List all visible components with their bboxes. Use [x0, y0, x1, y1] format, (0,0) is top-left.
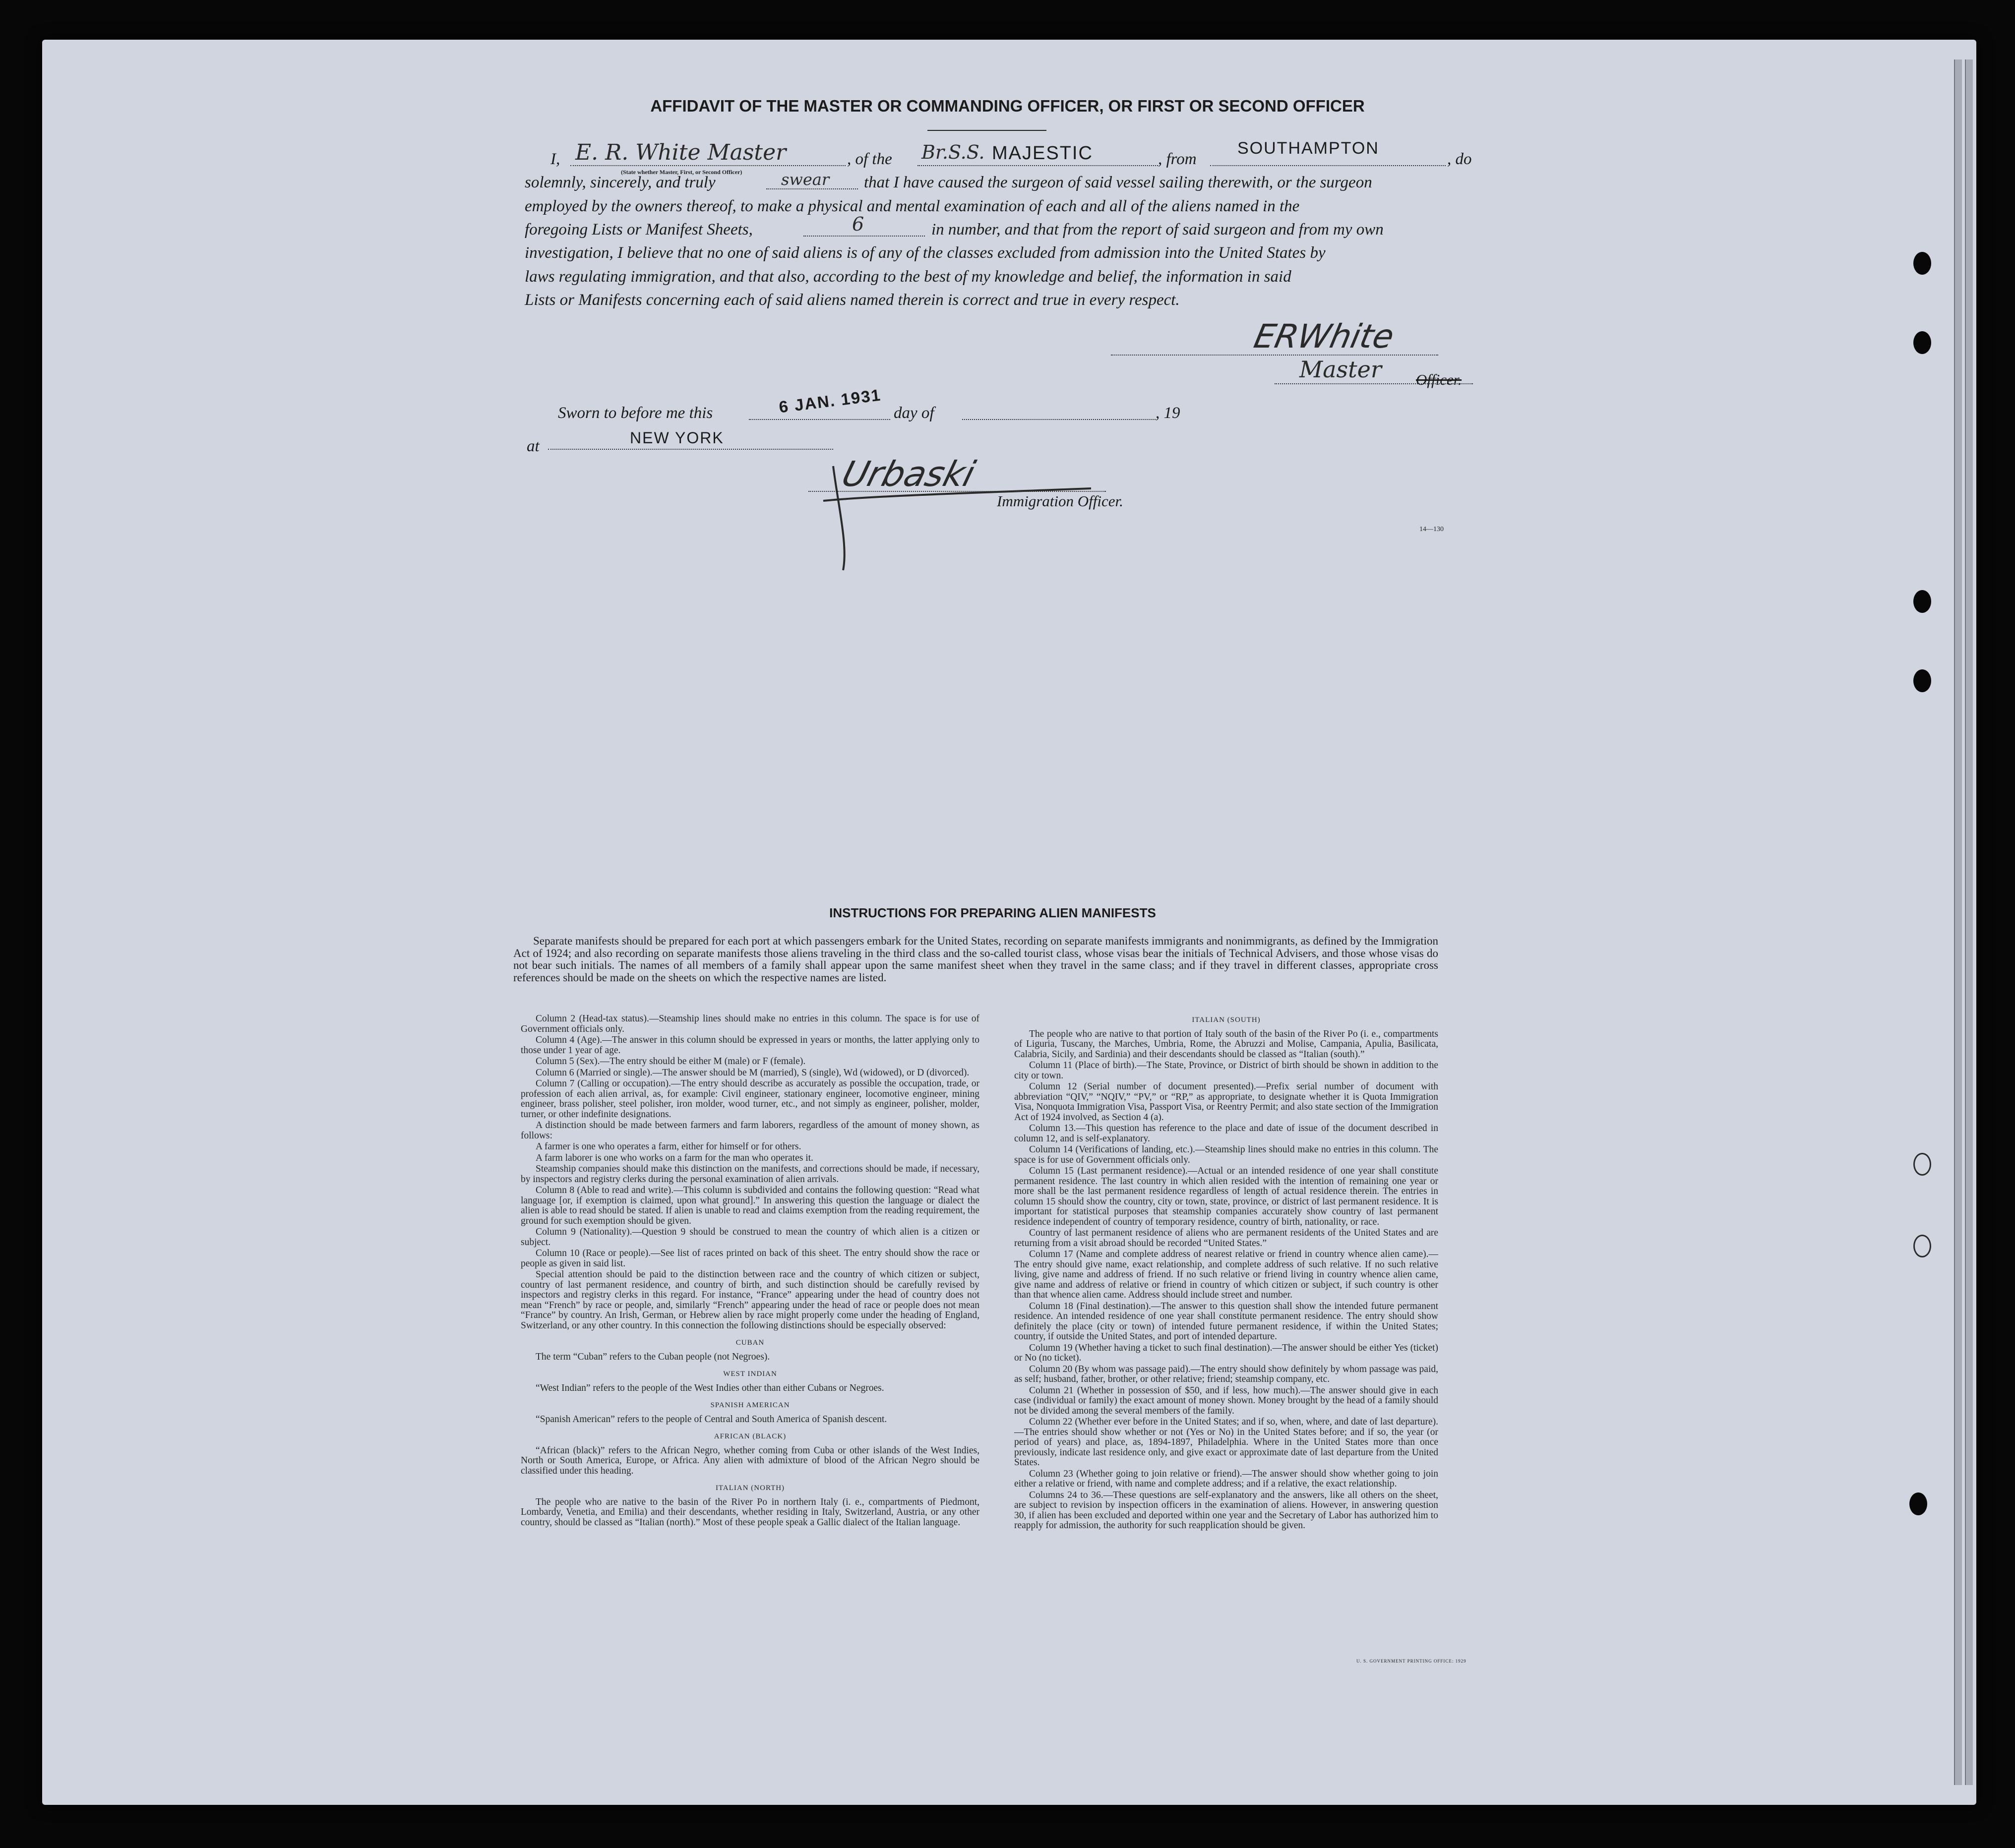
instruction-paragraph: Column 15 (Last permanent residence).—Actual or an intended residence of one year shall constitute permanent residence. The last country in which alien resided with the intention of remaining one year or more shall be the last permanent residence regardless of length of actual residence therein. The entries in column 15 should show the country, city or town, state, province, or district of last permanent residence. It is important for statistical purposes that steamship companies accurately show country of last permanent residence independent of country of temporary residence, country of birth, nationality, or race.: [1014, 1166, 1438, 1227]
instruction-paragraph: Column 9 (Nationality).—Question 9 should be construed to mean the country of which alien is a citizen or subject.: [521, 1227, 979, 1248]
officer-line: [808, 491, 1106, 492]
affidavit-line-4a: foregoing Lists or Manifest Sheets,: [525, 221, 753, 238]
sworn-date-stamp: 6 JAN. 1931: [778, 385, 882, 417]
instruction-paragraph: Column 5 (Sex).—The entry should be either M (male) or F (female).: [536, 1056, 806, 1067]
page-edge: [1954, 60, 1962, 1785]
page-edge: [1965, 60, 1973, 1785]
vessel-prefix-handwritten: Br.S.S.: [921, 141, 985, 163]
signature-flourish: [813, 446, 1121, 575]
officer-title: Immigration Officer.: [997, 492, 1123, 510]
sheets-count-handwritten: 6: [852, 213, 864, 235]
instruction-paragraph: Column 13.—This question has reference to the place and date of issue of the document described in column 12, and is self-explanatory.: [1014, 1123, 1438, 1144]
instruction-paragraph: Column 14 (Verifications of landing, etc.).—Steamship lines should make no entries in this column. The space is for use of Government officials only.: [1014, 1144, 1438, 1165]
affidavit-line-2a: solemnly, sincerely, and truly: [525, 174, 716, 191]
instruction-paragraph: Column 22 (Whether ever before in the United States; and if so, when, where, and date of last departure).—The entries should show whether or not (Yes or No) in the United States before; and if so, the year (or period of years) and place, as, 1894-1897, Philadelphia. Where in the United States more than once previously, indicate last residence only, and give exact or approximate date of last departure from the United States.: [1014, 1417, 1438, 1468]
section-heading-african: AFRICAN (BLACK): [714, 1432, 787, 1440]
immigration-officer-signature: Urbaski: [838, 454, 979, 494]
instruction-paragraph: Column 19 (Whether having a ticket to such final destination).—The answer should be either Yes (ticket) or No (no ticket).: [1014, 1342, 1438, 1363]
instruction-paragraph: The people who are native to that portion of Italy south of the basin of the River Po (i. e., compartments of Liguria, Tuscany, the Marches, Umbria, Rome, the Abruzzi and Molise, Campania, Apulia, Basilicata, Calabria, Sicily, and Sardinia) and their descendants should be classed as “Italian (south).”: [1014, 1028, 1438, 1060]
binder-hole: [1913, 669, 1931, 692]
form-number: 14—130: [1419, 526, 1444, 533]
instruction-paragraph: “Spanish American” refers to the people of Central and South America of Spanish descent.: [536, 1414, 887, 1425]
instruction-paragraph: Column 6 (Married or single).—The answer should be M (married), S (single), Wd (widowed), or D (divorced).: [536, 1067, 970, 1078]
of-the-label: , of the: [847, 150, 892, 168]
instruction-paragraph: Column 10 (Race or people).—See list of races printed on back of this sheet. The entry should show the race or people as given in said list.: [521, 1248, 979, 1269]
swear-handwritten: swear: [781, 170, 830, 189]
binder-hole: [1913, 331, 1931, 354]
affidavit-line-7: Lists or Manifests concerning each of said aliens named therein is correct and true in every respect.: [525, 291, 1180, 309]
instruction-paragraph: Column 21 (Whether in possession of $50, and if less, how much).—The answer should give in each case (individual or family) the exact amount of money shown. Money brought by the head of a family should not be divided among the several members of the family.: [1014, 1385, 1438, 1416]
name-line: [570, 165, 846, 166]
instructions-left-column: [521, 1014, 979, 1529]
prefix-i: I,: [550, 150, 560, 168]
instruction-paragraph: Column 23 (Whether going to join relative or friend).—The answer should show whether going to join either a relative or friend, with name and complete address; and if a relative, the exact relationship.: [1014, 1468, 1438, 1489]
vessel-name-stamp: MAJESTIC: [992, 143, 1093, 164]
day-of-label: day of: [894, 404, 934, 422]
instruction-paragraph: “West Indian” refers to the people of the West Indies other than either Cubans or Negroes.: [536, 1382, 884, 1393]
section-heading-italian-south: ITALIAN (SOUTH): [1192, 1016, 1261, 1024]
do-label: , do: [1447, 150, 1472, 168]
sworn-day-line: [749, 419, 890, 420]
instruction-paragraph: Column 12 (Serial number of document presented).—Prefix serial number of document with abbreviation “QIV,” “NQIV,” “PV,” or “RP,” as appropriate, to designate whether it is Quota Immigration Visa, Nonquota Immigration Visa, Passport Visa, or Reentry Permit; and also state section of the Immigration Act of 1924 involved, as Section 4 (a).: [1014, 1081, 1438, 1123]
binder-hole: [1913, 1235, 1931, 1257]
instruction-paragraph: Column 20 (By whom was passage paid).—The entry should show definitely by whom passage was paid, as self; husband, father, brother, or other relative; friend; steamship company, etc.: [1014, 1364, 1438, 1384]
location-line: [548, 449, 833, 450]
affidavit-line-2b: that I have caused the surgeon of said vessel sailing therewith, or the surgeon: [864, 174, 1372, 191]
section-heading-west-indian: WEST INDIAN: [723, 1370, 777, 1378]
at-label: at: [527, 437, 540, 455]
sheets-line: [803, 236, 925, 237]
instruction-paragraph: The term “Cuban” refers to the Cuban people (not Negroes).: [536, 1351, 770, 1362]
instruction-paragraph: Column 8 (Able to read and write).—This column is subdivided and contains the following question: “Read what language [or, if exemption is claimed, upon what ground].” In answering this question the language or dialect the alien is able to read should be stated. If alien is unable to read and claims exemption from the reading requirement, the ground for such exemption should be given.: [521, 1185, 979, 1226]
section-heading-italian-north: ITALIAN (NORTH): [715, 1484, 785, 1492]
instruction-paragraph: A farm laborer is one who works on a farm for the man who operates it.: [536, 1152, 813, 1163]
sworn-month-line: [962, 419, 1156, 420]
affidavit-line-3: employed by the owners thereof, to make a physical and mental examination of each and all of the aliens named in the: [525, 197, 1300, 215]
binder-hole: [1913, 252, 1931, 275]
instruction-paragraph: Column 17 (Name and complete address of nearest relative or friend in country whence alien came).—The entry should give name, exact relationship, and complete address of such relative. If no such relative living, give name and address of friend. If no such relative or friend living in country whence alien came, give name and address of relative or friend in country of which citizen or subject, if such country is other than that whence alien came. Address should include street and number.: [1014, 1249, 1438, 1300]
affidavit-title: AFFIDAVIT OF THE MASTER OR COMMANDING OFFICER, OR FIRST OR SECOND OFFICER: [650, 97, 1365, 115]
instruction-paragraph: Column 2 (Head-tax status).—Steamship lines should make no entries in this column. The space is for use of Government officials only.: [521, 1013, 979, 1034]
instruction-paragraph: “African (black)” refers to the African Negro, whether coming from Cuba or other islands of the West Indies, North or South America, Europe, or Africa. Any alien with admixture of blood of the African Negro should be classified under this heading.: [521, 1445, 979, 1476]
instruction-paragraph: Column 7 (Calling or occupation).—The entry should describe as accurately as possible the occupation, trade, or profession of each alien arrival, as, for example: Civil engineer, stationary engineer, locomotive engineer, mining engineer, brass polisher, steel polisher, iron molder, wood turner, etc., and not simply as engineer, polisher, molder, turner, or other indefinite designations.: [521, 1078, 979, 1120]
title-rule: [927, 130, 1046, 131]
instruction-paragraph: Column 4 (Age).—The answer in this column should be expressed in years or months, the latter applying only to those under 1 year of age.: [521, 1035, 979, 1056]
instruction-paragraph: A farmer is one who operates a farm, either for himself or for others.: [536, 1141, 801, 1152]
instruction-paragraph: Country of last permanent residence of aliens who are permanent residents of the United States and are returning from a visit abroad should be recorded “United States.”: [1014, 1228, 1438, 1249]
year-label: , 19: [1156, 404, 1180, 422]
instruction-paragraph: Column 18 (Final destination).—The answer to this question shall show the intended future permanent residence. An intended residence of one year shall constitute permanent residence. The entry should show definitely the place (city or town) of intended future permanent residence, if within the United States; country, if outside the United States, and port of intended departure.: [1014, 1301, 1438, 1342]
instruction-paragraph: Column 11 (Place of birth).—The State, Province, or District of birth should be shown in addition to the city or town.: [1014, 1060, 1438, 1081]
port-line: [1210, 165, 1446, 166]
master-name-handwritten: E. R. White Master: [575, 140, 787, 165]
instruction-paragraph: Steamship companies should make this distinction on the manifests, and corrections should be made, if necessary, by inspectors and registry clerks during the personal examination of alien arrivals.: [521, 1164, 979, 1185]
section-heading-cuban: CUBAN: [735, 1339, 765, 1347]
binder-hole: [1913, 1153, 1931, 1176]
printer-note: U. S. GOVERNMENT PRINTING OFFICE: 1929: [1356, 1659, 1466, 1664]
instructions-title: INSTRUCTIONS FOR PREPARING ALIEN MANIFESTS: [829, 905, 1156, 920]
from-label: , from: [1158, 150, 1197, 168]
instructions-intro: Separate manifests should be prepared for each port at which passengers embark for the United States, recording on separate manifests immigrants and nonimmigrants, as defined by the Immigration Act of 1924; and also recording on separate manifests those aliens traveling in the third class and the so-called tourist class, whose visas bear the initials of Technical Advisers, and those whose visas do not bear such initials. The names of all members of a family shall appear upon the same manifest sheet when they travel in the same class; and if they travel in different classes, appropriate cross references should be made on the sheets on which the respective names are listed.: [513, 935, 1438, 984]
master-signature: ERWhite: [1250, 317, 1398, 356]
instruction-paragraph: Columns 24 to 36.—These questions are self-explanatory and the answers, like all others on the sheet, are subject to revision by inspection officers in the examination of aliens. However, in answering question 30, if alien has been excluded and deported within one year and the Secretary of Labor has authorized him to reapply for admission, the authority for such reapplication should be given.: [1014, 1490, 1438, 1531]
binder-hole: [1913, 590, 1931, 613]
location-stamp: NEW YORK: [630, 429, 724, 447]
vessel-line: [917, 165, 1158, 166]
sworn-label: Sworn to before me this: [558, 404, 713, 422]
instruction-paragraph: The people who are native to the basin of the River Po in northern Italy (i. e., compartments of Piedmont, Lombardy, Venetia, and Emilia) and their descendants, whether residing in Italy, Switzerland, Austria, or any other country, should be classed as “Italian (north).” Most of these people speak a Gallic dialect of the Italian language.: [521, 1496, 979, 1528]
instructions-right-column: [1014, 1014, 1438, 1532]
instruction-paragraph: A distinction should be made between farmers and farm laborers, regardless of the amount of money shown, as follows:: [521, 1120, 979, 1141]
signer-title-printed: Officer.: [1416, 371, 1462, 388]
signer-title-handwritten: Master: [1299, 356, 1382, 383]
section-heading-spanish-american: SPANISH AMERICAN: [710, 1401, 790, 1409]
affidavit-line-4b: in number, and that from the report of said surgeon and from my own: [931, 221, 1384, 238]
binder-hole: [1909, 1492, 1927, 1515]
port-stamp: SOUTHAMPTON: [1237, 139, 1379, 158]
rank-note: (State whether Master, First, or Second Officer): [621, 169, 742, 176]
instruction-paragraph: Special attention should be paid to the distinction between race and the country of which citizen or subject, country of last permanent residence, and country of birth, and such distinction should be carefully revised by inspectors and registry clerks in this regard. For instance, “France” appearing under the head of country does not mean “French” by race or people, and, similarly “French” appearing under the head of race or people does not mean “France” by country. An Irish, German, or Hebrew alien by race might properly come under the heading of England, Switzerland, or any other country. In this connection the following distinctions should be especially observed:: [521, 1269, 979, 1331]
affidavit-line-5: investigation, I believe that no one of said aliens is of any of the classes excluded from admission into the United States by: [525, 244, 1326, 262]
affidavit-line-6: laws regulating immigration, and that also, according to the best of my knowledge and belief, the information in said: [525, 268, 1291, 286]
